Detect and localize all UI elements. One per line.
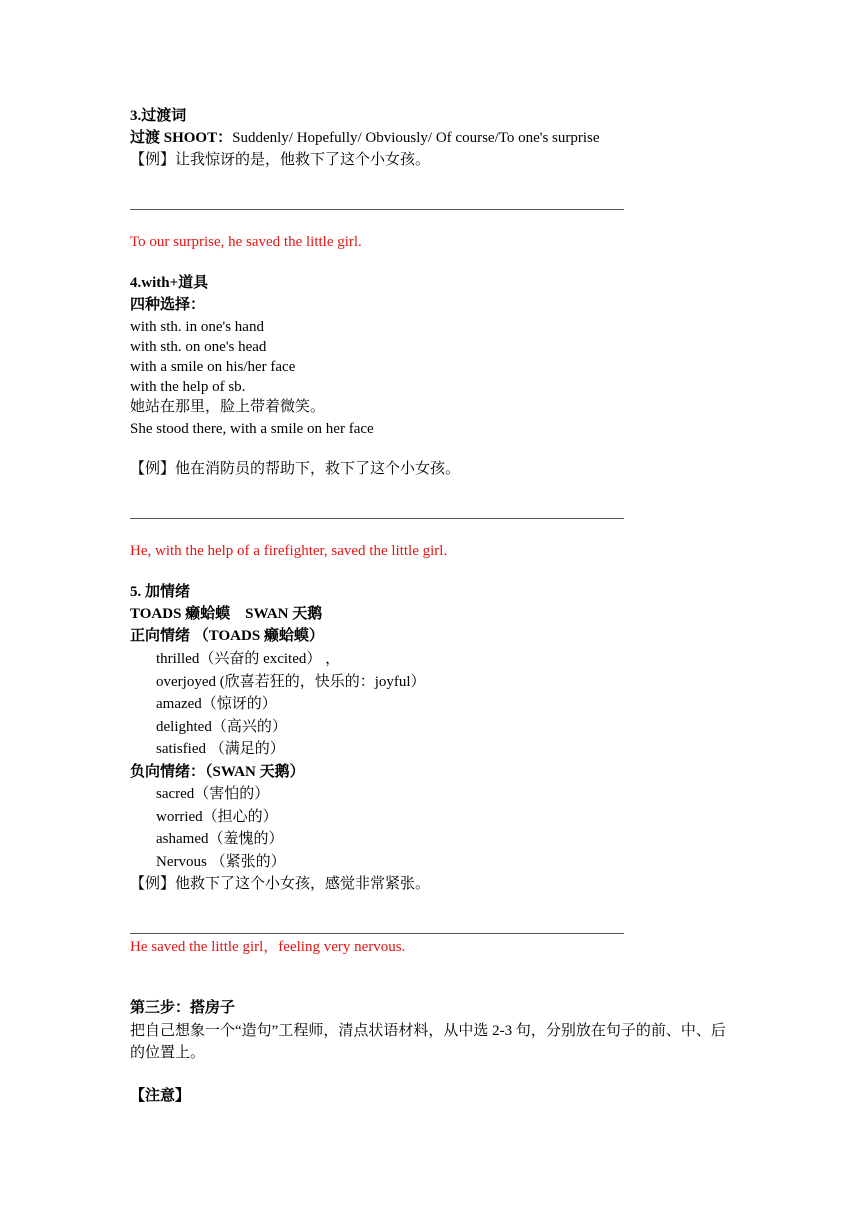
section-5-heading: 5. 加情绪 bbox=[130, 584, 191, 600]
answer-blank-line bbox=[130, 518, 624, 519]
section-5-example: 【例】他救下了这个小女孩，感觉非常紧张。 bbox=[130, 876, 431, 892]
positive-item: satisfied （满足的） bbox=[156, 741, 285, 757]
shoot-words: Suddenly/ Hopefully/ Obviously/ Of course/To one's surprise bbox=[232, 130, 600, 146]
negative-item: ashamed（羞愧的） bbox=[156, 831, 284, 847]
note-label: 【注意】 bbox=[130, 1088, 191, 1104]
section-4-subheading: 四种选择： bbox=[130, 297, 206, 313]
option-item: with the help of sb. bbox=[130, 379, 246, 395]
section-4-heading: 4.with+道具 bbox=[130, 275, 209, 291]
sample-english: She stood there, with a smile on her face bbox=[130, 421, 374, 437]
positive-item: overjoyed (欣喜若狂的，快乐的：joyful） bbox=[156, 674, 426, 690]
positive-item: thrilled（兴奋的 excited） ， bbox=[156, 651, 341, 667]
section-3-example: 【例】让我惊讶的是，他救下了这个小女孩。 bbox=[130, 152, 431, 168]
option-item: with sth. in one's hand bbox=[130, 319, 264, 335]
positive-item: amazed（惊讶的） bbox=[156, 696, 277, 712]
mnemonic-line: TOADS 癞蛤蟆 SWAN 天鹅 bbox=[130, 606, 323, 622]
section-3-answer: To our surprise, he saved the little girl. bbox=[130, 234, 362, 250]
section-3-heading: 3.过渡词 bbox=[130, 108, 187, 124]
negative-item: sacred（害怕的） bbox=[156, 786, 270, 802]
negative-item: worried（担心的） bbox=[156, 809, 278, 825]
step-3-heading: 第三步：搭房子 bbox=[130, 1000, 236, 1016]
negative-item: Nervous （紧张的） bbox=[156, 854, 286, 870]
positive-item: delighted（高兴的） bbox=[156, 719, 287, 735]
section-5-answer: He saved the little girl，feeling very nervous. bbox=[130, 939, 406, 955]
section-4-answer: He, with the help of a firefighter, saved the little girl. bbox=[130, 543, 448, 559]
answer-blank-line bbox=[130, 933, 624, 934]
positive-heading: 正向情绪 （TOADS 癞蛤蟆） bbox=[130, 628, 324, 644]
section-4-example: 【例】他在消防员的帮助下，救下了这个小女孩。 bbox=[130, 461, 461, 477]
shoot-line bbox=[130, 128, 600, 148]
option-item: with sth. on one's head bbox=[130, 339, 267, 355]
answer-blank-line bbox=[130, 209, 624, 210]
sample-chinese: 她站在那里，脸上带着微笑。 bbox=[130, 399, 326, 415]
shoot-label: 过渡 SHOOT： bbox=[130, 130, 233, 146]
option-item: with a smile on his/her face bbox=[130, 359, 296, 375]
step-3-body: 把自己想象一个“造句”工程师，清点状语材料，从中选 2-3 句，分别放在句子的前、中、后的位置上。 bbox=[130, 1023, 726, 1061]
negative-heading: 负向情绪：（SWAN 天鹅） bbox=[130, 764, 305, 780]
